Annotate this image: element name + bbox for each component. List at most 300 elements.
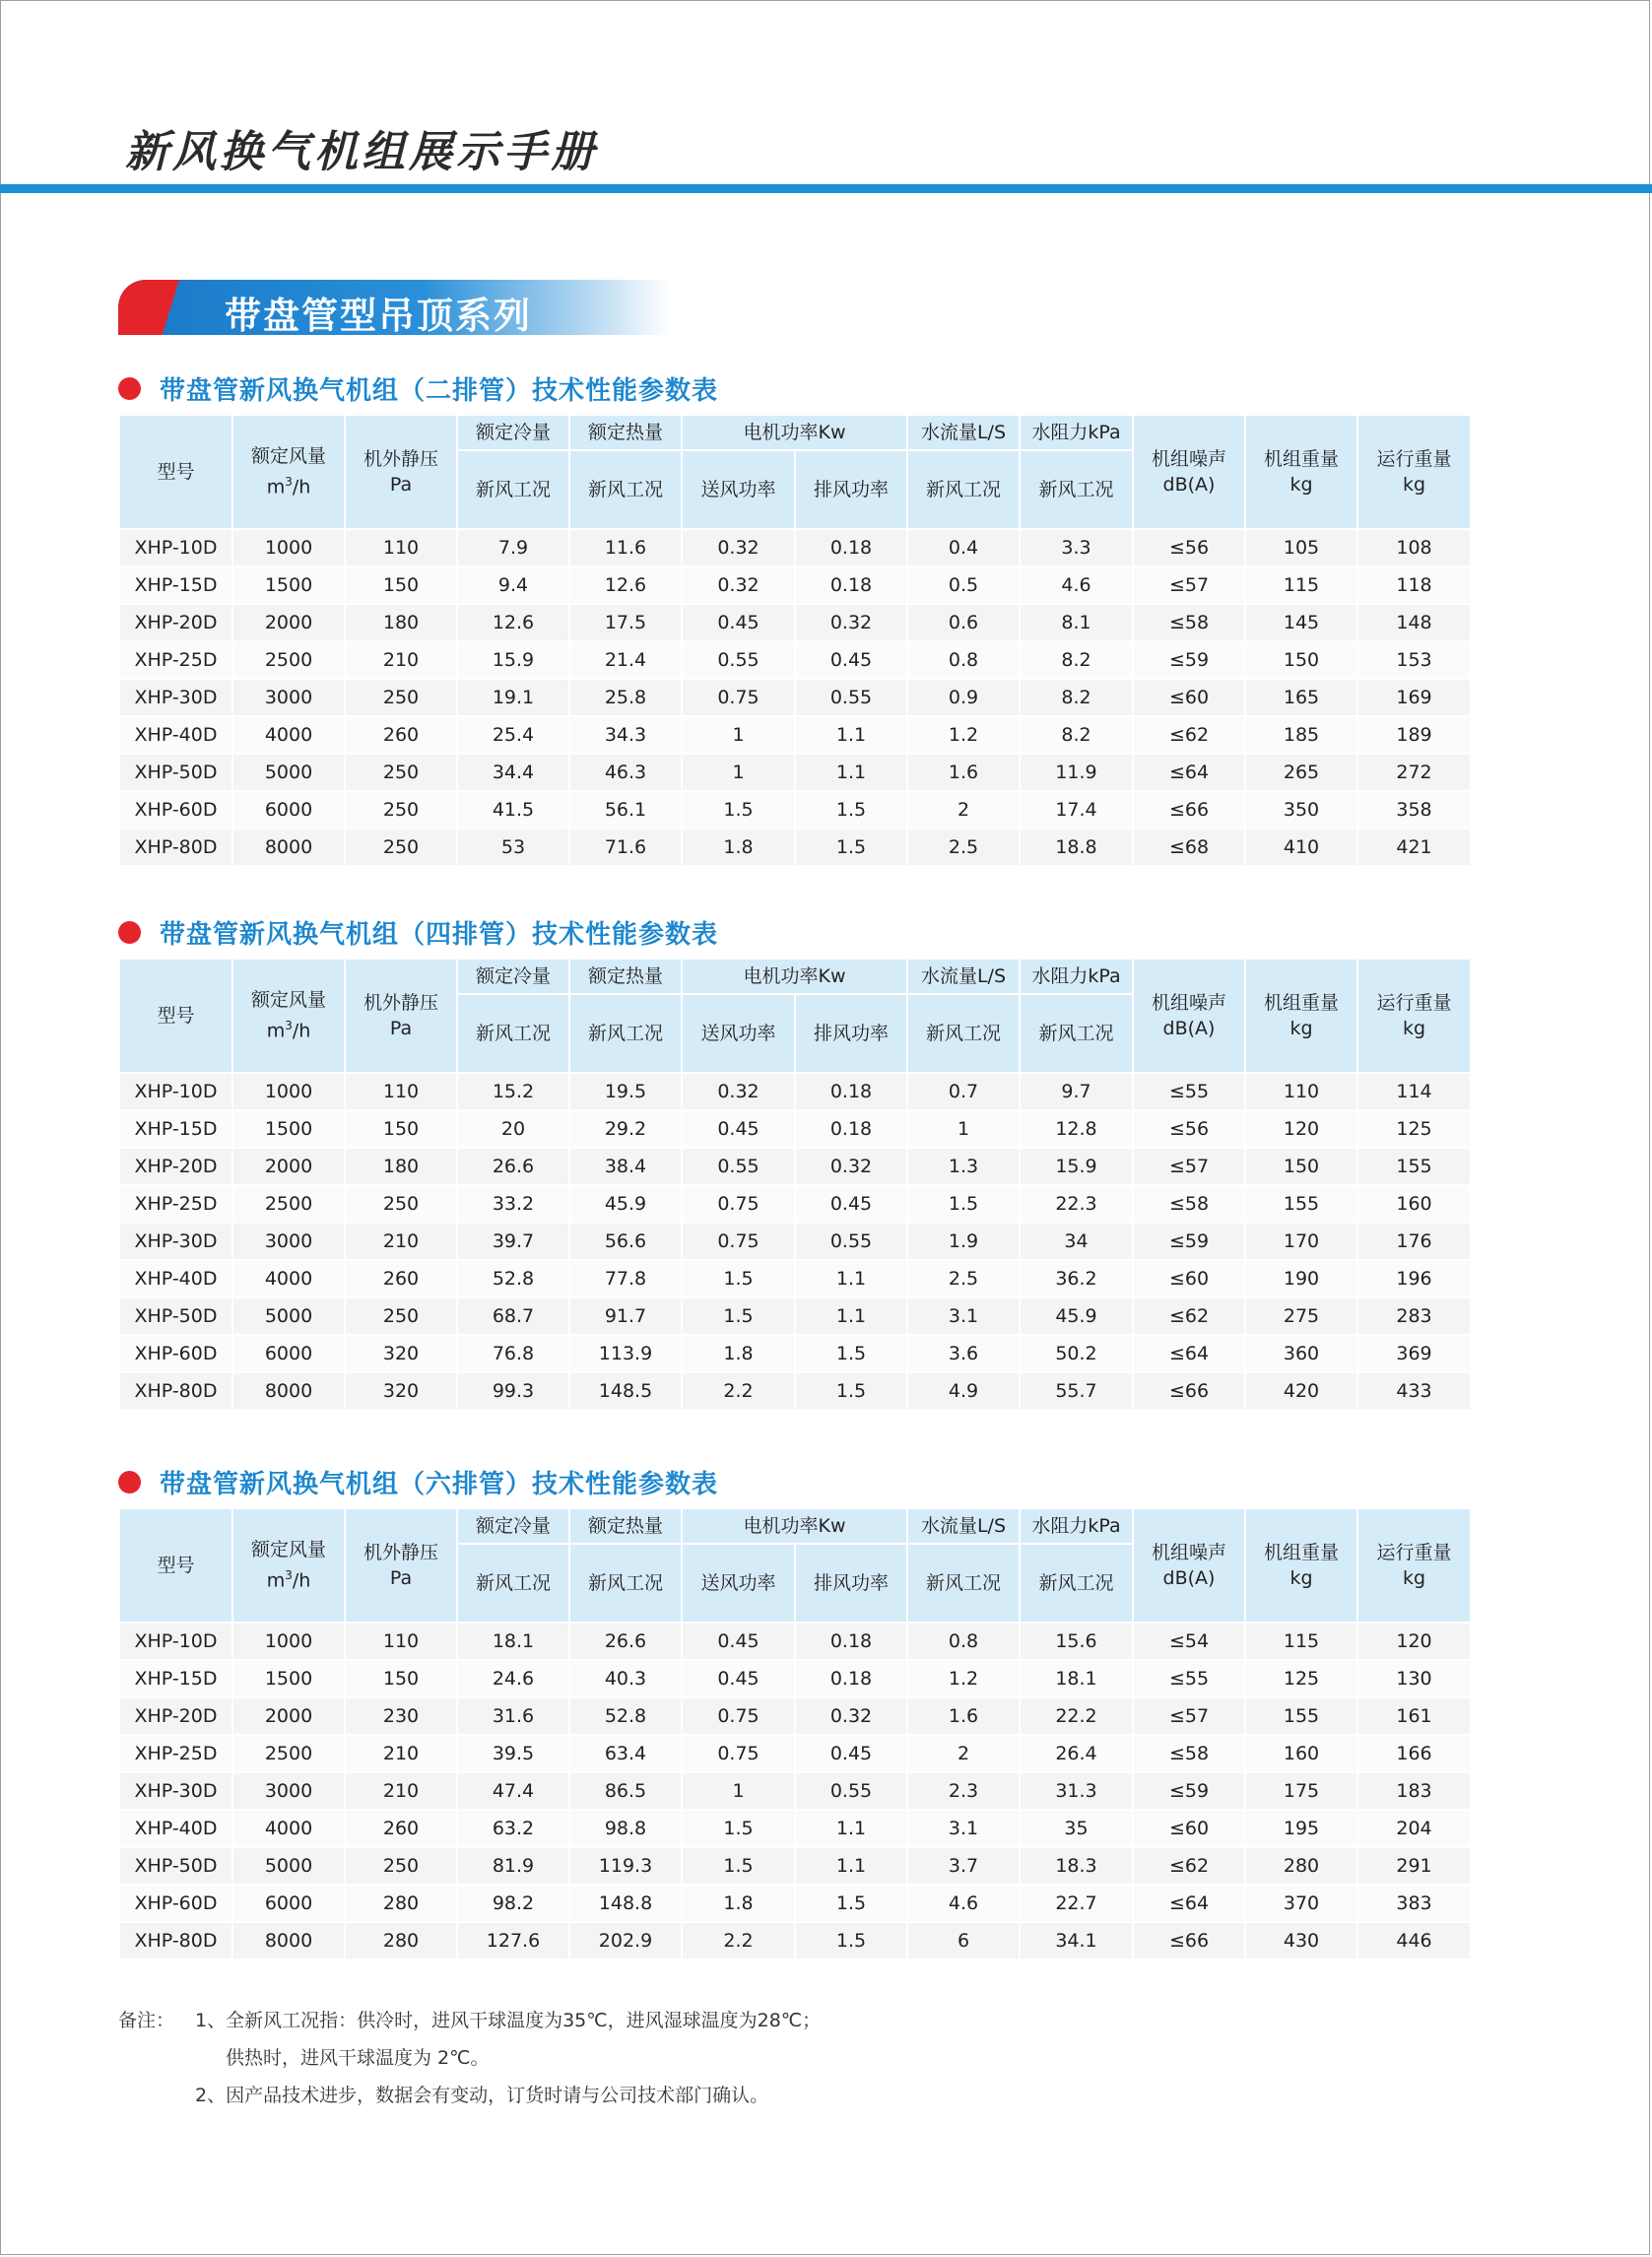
table-cell: 12.6: [569, 566, 682, 604]
header-static-pressure: 机外静压 Pa: [345, 415, 457, 529]
table-cell: 6000: [232, 1885, 345, 1922]
table-cell: 180: [345, 1148, 457, 1185]
table-row: [119, 604, 1471, 641]
table-cell: 105: [1245, 529, 1357, 566]
note-line: 1、全新风工况指：供冷时，进风干球温度为35℃，进风湿球温度为28℃；: [195, 2010, 822, 2031]
table-cell: XHP-30D: [119, 1772, 232, 1810]
table-cell: 1500: [232, 1110, 345, 1148]
table-cell: 63.4: [569, 1735, 682, 1772]
table-cell: 280: [345, 1922, 457, 1959]
table-cell: 115: [1245, 566, 1357, 604]
table-cell: 8.2: [1020, 641, 1133, 679]
table-cell: XHP-80D: [119, 1922, 232, 1959]
table-cell: 150: [345, 1660, 457, 1697]
section-title: 带盘管新风换气机组（六排管）技术性能参数表: [160, 1469, 719, 1499]
table-cell: 0.55: [682, 641, 795, 679]
section-title: 带盘管新风换气机组（二排管）技术性能参数表: [160, 375, 719, 406]
table-cell: 250: [345, 791, 457, 829]
header-noise: 机组噪声 dB(A): [1133, 959, 1245, 1073]
table-row: [119, 1623, 1471, 1660]
table-cell: 0.9: [907, 679, 1020, 716]
table-cell: 202.9: [569, 1922, 682, 1959]
header-unit-weight: 机组重量 kg: [1245, 415, 1357, 529]
table-cell: 1000: [232, 529, 345, 566]
table-cell: 150: [1245, 641, 1357, 679]
table-cell: 19.1: [457, 679, 569, 716]
spec-table-body: [119, 1073, 1471, 1410]
table-cell: ≤58: [1133, 1185, 1245, 1223]
table-cell: XHP-40D: [119, 1810, 232, 1847]
table-cell: ≤58: [1133, 1735, 1245, 1772]
table-cell: 0.32: [682, 566, 795, 604]
table-cell: 1.5: [682, 1297, 795, 1335]
table-cell: 166: [1357, 1735, 1471, 1772]
table-cell: XHP-10D: [119, 1623, 232, 1660]
table-cell: 1.2: [907, 1660, 1020, 1697]
table-cell: 175: [1245, 1772, 1357, 1810]
table-cell: 250: [345, 1847, 457, 1885]
table-cell: 4.9: [907, 1372, 1020, 1410]
table-cell: 3.3: [1020, 529, 1133, 566]
table-cell: 5000: [232, 754, 345, 791]
spec-table: [118, 1507, 1472, 1960]
table-cell: 0.18: [795, 1073, 907, 1110]
section-heading: [118, 368, 1467, 408]
table-cell: 1.1: [795, 1847, 907, 1885]
header-airflow: 额定风量 $m^3/h$: [232, 959, 345, 1073]
subheader-fresh-air: 新风工况: [1020, 1544, 1133, 1623]
table-row: [119, 1660, 1471, 1697]
table-cell: XHP-30D: [119, 1223, 232, 1260]
table-cell: 77.8: [569, 1260, 682, 1297]
subheader-fresh-air: 新风工况: [569, 1544, 682, 1623]
table-row: [119, 829, 1471, 866]
table-cell: 0.55: [795, 1772, 907, 1810]
table-cell: ≤56: [1133, 529, 1245, 566]
table-row: [119, 1297, 1471, 1335]
table-cell: 1.5: [795, 1922, 907, 1959]
table-cell: 383: [1357, 1885, 1471, 1922]
table-cell: ≤66: [1133, 791, 1245, 829]
table-cell: 0.45: [795, 641, 907, 679]
table-cell: 250: [345, 1185, 457, 1223]
table-cell: 2500: [232, 641, 345, 679]
table-cell: 2500: [232, 1185, 345, 1223]
table-row: [119, 641, 1471, 679]
table-row: [119, 1148, 1471, 1185]
table-cell: ≤59: [1133, 641, 1245, 679]
table-cell: 190: [1245, 1260, 1357, 1297]
spec-section-four-row: [118, 912, 1467, 1411]
table-cell: 1: [682, 1772, 795, 1810]
table-cell: 98.8: [569, 1810, 682, 1847]
header-airflow: 额定风量 $m^3/h$: [232, 415, 345, 529]
table-cell: 320: [345, 1372, 457, 1410]
table-cell: 189: [1357, 716, 1471, 754]
table-cell: 148.5: [569, 1372, 682, 1410]
header-model: 型号: [119, 1508, 232, 1623]
table-cell: XHP-30D: [119, 679, 232, 716]
table-cell: 4000: [232, 716, 345, 754]
table-cell: XHP-50D: [119, 1847, 232, 1885]
table-cell: 0.8: [907, 1623, 1020, 1660]
table-cell: 8.2: [1020, 716, 1133, 754]
table-cell: 230: [345, 1697, 457, 1735]
table-cell: 0.75: [682, 1697, 795, 1735]
table-cell: ≤62: [1133, 1297, 1245, 1335]
table-cell: 8000: [232, 829, 345, 866]
subheader-fresh-air: 新风工况: [907, 1544, 1020, 1623]
table-cell: 8000: [232, 1922, 345, 1959]
header-unit-weight: 机组重量 kg: [1245, 959, 1357, 1073]
table-cell: 1: [682, 754, 795, 791]
table-cell: 1000: [232, 1623, 345, 1660]
table-cell: 110: [345, 1623, 457, 1660]
table-cell: ≤64: [1133, 1335, 1245, 1372]
table-cell: 39.7: [457, 1223, 569, 1260]
table-cell: 110: [1245, 1073, 1357, 1110]
table-cell: 38.4: [569, 1148, 682, 1185]
table-cell: 0.45: [682, 1660, 795, 1697]
table-cell: 446: [1357, 1922, 1471, 1959]
table-cell: 369: [1357, 1335, 1471, 1372]
table-cell: 130: [1357, 1660, 1471, 1697]
table-cell: 5000: [232, 1297, 345, 1335]
table-cell: 120: [1357, 1623, 1471, 1660]
table-cell: 8.1: [1020, 604, 1133, 641]
table-cell: XHP-15D: [119, 566, 232, 604]
table-cell: 183: [1357, 1772, 1471, 1810]
table-cell: 41.5: [457, 791, 569, 829]
table-cell: 98.2: [457, 1885, 569, 1922]
table-cell: 2500: [232, 1735, 345, 1772]
table-cell: 0.18: [795, 566, 907, 604]
table-cell: 114: [1357, 1073, 1471, 1110]
header-static-pressure: 机外静压 Pa: [345, 1508, 457, 1623]
table-cell: XHP-10D: [119, 529, 232, 566]
table-cell: 47.4: [457, 1772, 569, 1810]
table-cell: 0.45: [795, 1185, 907, 1223]
table-cell: 11.9: [1020, 754, 1133, 791]
header-cooling: 额定冷量: [457, 415, 569, 450]
document-title: 新风换气机组展示手册: [125, 127, 598, 177]
table-cell: 1500: [232, 566, 345, 604]
subheader-fresh-air: 新风工况: [457, 994, 569, 1073]
table-cell: XHP-20D: [119, 1148, 232, 1185]
table-cell: 2.2: [682, 1372, 795, 1410]
table-cell: ≤60: [1133, 679, 1245, 716]
header-unit-weight: 机组重量 kg: [1245, 1508, 1357, 1623]
table-cell: 160: [1245, 1735, 1357, 1772]
table-cell: 17.5: [569, 604, 682, 641]
table-row: [119, 1372, 1471, 1410]
table-row: [119, 1260, 1471, 1297]
table-cell: 18.8: [1020, 829, 1133, 866]
table-cell: 81.9: [457, 1847, 569, 1885]
table-cell: 265: [1245, 754, 1357, 791]
table-cell: XHP-60D: [119, 1335, 232, 1372]
table-row: [119, 1735, 1471, 1772]
table-cell: 0.55: [795, 679, 907, 716]
banner-red-accent: [118, 280, 179, 335]
table-cell: ≤66: [1133, 1922, 1245, 1959]
table-cell: 169: [1357, 679, 1471, 716]
table-cell: 420: [1245, 1372, 1357, 1410]
header-motor-power: 电机功率Kw: [682, 415, 907, 450]
table-cell: XHP-60D: [119, 791, 232, 829]
table-cell: 1.5: [682, 1810, 795, 1847]
table-cell: 0.32: [795, 1697, 907, 1735]
table-cell: 25.4: [457, 716, 569, 754]
header-water-flow: 水流量L/S: [907, 1508, 1020, 1544]
table-cell: 176: [1357, 1223, 1471, 1260]
table-cell: 1.1: [795, 1810, 907, 1847]
table-cell: 153: [1357, 641, 1471, 679]
table-cell: ≤60: [1133, 1810, 1245, 1847]
table-cell: 195: [1245, 1810, 1357, 1847]
table-cell: 76.8: [457, 1335, 569, 1372]
header-water-resistance: 水阻力kPa: [1020, 1508, 1133, 1544]
table-cell: XHP-20D: [119, 1697, 232, 1735]
table-cell: 3.6: [907, 1335, 1020, 1372]
table-cell: 2.3: [907, 1772, 1020, 1810]
table-cell: 145: [1245, 604, 1357, 641]
table-cell: 1.5: [795, 1885, 907, 1922]
table-cell: 1.8: [682, 829, 795, 866]
table-cell: 4000: [232, 1260, 345, 1297]
table-cell: 1.5: [682, 1847, 795, 1885]
table-cell: XHP-15D: [119, 1110, 232, 1148]
header-cooling: 额定冷量: [457, 1508, 569, 1544]
table-cell: XHP-80D: [119, 829, 232, 866]
table-cell: 3000: [232, 1772, 345, 1810]
table-cell: 0.45: [682, 1623, 795, 1660]
spec-table: [118, 958, 1472, 1411]
table-cell: 34.4: [457, 754, 569, 791]
table-cell: 250: [345, 754, 457, 791]
table-cell: ≤66: [1133, 1372, 1245, 1410]
table-cell: XHP-25D: [119, 1185, 232, 1223]
subheader-supply-power: 送风功率: [682, 1544, 795, 1623]
table-cell: 1000: [232, 1073, 345, 1110]
table-cell: 127.6: [457, 1922, 569, 1959]
table-cell: 0.75: [682, 1735, 795, 1772]
table-cell: 1500: [232, 1660, 345, 1697]
subheader-fresh-air: 新风工况: [1020, 450, 1133, 529]
table-row: [119, 1697, 1471, 1735]
table-cell: ≤59: [1133, 1772, 1245, 1810]
table-cell: 1.6: [907, 1697, 1020, 1735]
table-cell: 9.7: [1020, 1073, 1133, 1110]
header-model: 型号: [119, 415, 232, 529]
table-cell: 1.1: [795, 1297, 907, 1335]
table-cell: ≤55: [1133, 1073, 1245, 1110]
table-cell: 15.9: [1020, 1148, 1133, 1185]
table-cell: 350: [1245, 791, 1357, 829]
table-cell: 7.9: [457, 529, 569, 566]
table-cell: 15.2: [457, 1073, 569, 1110]
table-cell: 4.6: [1020, 566, 1133, 604]
header-water-flow: 水流量L/S: [907, 415, 1020, 450]
table-cell: 113.9: [569, 1335, 682, 1372]
table-cell: 210: [345, 1735, 457, 1772]
header-noise: 机组噪声 dB(A): [1133, 415, 1245, 529]
table-cell: 155: [1245, 1697, 1357, 1735]
table-cell: 1.5: [795, 1372, 907, 1410]
subheader-exhaust-power: 排风功率: [795, 1544, 907, 1623]
table-cell: 56.6: [569, 1223, 682, 1260]
table-cell: XHP-20D: [119, 604, 232, 641]
subheader-supply-power: 送风功率: [682, 994, 795, 1073]
header-operating-weight: 运行重量 kg: [1357, 1508, 1471, 1623]
table-cell: XHP-40D: [119, 1260, 232, 1297]
table-cell: ≤68: [1133, 829, 1245, 866]
table-cell: 2.2: [682, 1922, 795, 1959]
subheader-exhaust-power: 排风功率: [795, 994, 907, 1073]
table-cell: ≤57: [1133, 1148, 1245, 1185]
table-cell: 34.3: [569, 716, 682, 754]
table-cell: 1.6: [907, 754, 1020, 791]
table-cell: 155: [1245, 1185, 1357, 1223]
table-cell: 22.2: [1020, 1697, 1133, 1735]
table-cell: 260: [345, 1810, 457, 1847]
table-cell: XHP-25D: [119, 641, 232, 679]
header-motor-power: 电机功率Kw: [682, 1508, 907, 1544]
table-cell: 291: [1357, 1847, 1471, 1885]
table-cell: XHP-25D: [119, 1735, 232, 1772]
table-cell: 25.8: [569, 679, 682, 716]
subheader-fresh-air: 新风工况: [907, 994, 1020, 1073]
header-cooling: 额定冷量: [457, 959, 569, 994]
table-cell: 0.5: [907, 566, 1020, 604]
table-cell: 34: [1020, 1223, 1133, 1260]
table-cell: 3000: [232, 1223, 345, 1260]
table-cell: ≤56: [1133, 1110, 1245, 1148]
table-cell: 0.75: [682, 1223, 795, 1260]
table-row: [119, 1847, 1471, 1885]
table-cell: 185: [1245, 716, 1357, 754]
table-cell: 36.2: [1020, 1260, 1133, 1297]
table-cell: 63.2: [457, 1810, 569, 1847]
table-cell: 0.32: [682, 529, 795, 566]
header-model: 型号: [119, 959, 232, 1073]
subheader-fresh-air: 新风工况: [569, 994, 682, 1073]
section-title: 带盘管新风换气机组（四排管）技术性能参数表: [160, 919, 719, 950]
section-heading: [118, 1462, 1467, 1501]
table-cell: 170: [1245, 1223, 1357, 1260]
table-cell: 119.3: [569, 1847, 682, 1885]
table-cell: 20: [457, 1110, 569, 1148]
subheader-fresh-air: 新风工况: [457, 450, 569, 529]
table-cell: 8.2: [1020, 679, 1133, 716]
table-cell: 410: [1245, 829, 1357, 866]
table-cell: 33.2: [457, 1185, 569, 1223]
table-cell: 370: [1245, 1885, 1357, 1922]
table-cell: 3.1: [907, 1810, 1020, 1847]
table-cell: 1.5: [682, 1260, 795, 1297]
table-cell: 250: [345, 829, 457, 866]
table-row: [119, 529, 1471, 566]
table-cell: 86.5: [569, 1772, 682, 1810]
header-water-flow: 水流量L/S: [907, 959, 1020, 994]
table-cell: 6000: [232, 791, 345, 829]
table-cell: 275: [1245, 1297, 1357, 1335]
table-cell: 0.18: [795, 1660, 907, 1697]
table-cell: 4000: [232, 1810, 345, 1847]
table-cell: 283: [1357, 1297, 1471, 1335]
table-cell: ≤58: [1133, 604, 1245, 641]
table-cell: 1.1: [795, 716, 907, 754]
table-cell: 35: [1020, 1810, 1133, 1847]
table-cell: 110: [345, 1073, 457, 1110]
table-cell: 210: [345, 1772, 457, 1810]
table-cell: XHP-50D: [119, 754, 232, 791]
table-cell: 2.5: [907, 829, 1020, 866]
table-cell: 3.1: [907, 1297, 1020, 1335]
table-cell: 0.32: [795, 1148, 907, 1185]
table-cell: 358: [1357, 791, 1471, 829]
table-cell: 0.32: [795, 604, 907, 641]
table-cell: 40.3: [569, 1660, 682, 1697]
table-cell: XHP-50D: [119, 1297, 232, 1335]
spec-section-six-row: [118, 1462, 1467, 1960]
table-cell: XHP-80D: [119, 1372, 232, 1410]
table-cell: XHP-60D: [119, 1885, 232, 1922]
table-cell: 421: [1357, 829, 1471, 866]
table-cell: 29.2: [569, 1110, 682, 1148]
table-cell: 26.6: [457, 1148, 569, 1185]
table-cell: 53: [457, 829, 569, 866]
table-cell: 4.6: [907, 1885, 1020, 1922]
table-cell: ≤62: [1133, 716, 1245, 754]
subheader-fresh-air: 新风工况: [1020, 994, 1133, 1073]
table-row: [119, 1772, 1471, 1810]
table-cell: 11.6: [569, 529, 682, 566]
table-cell: 2.5: [907, 1260, 1020, 1297]
table-cell: 320: [345, 1335, 457, 1372]
table-cell: 118: [1357, 566, 1471, 604]
table-cell: 1.3: [907, 1148, 1020, 1185]
header-airflow: 额定风量 $m^3/h$: [232, 1508, 345, 1623]
table-cell: 45.9: [569, 1185, 682, 1223]
note-line: 2、因产品技术进步，数据会有变动，订货时请与公司技术部门确认。: [195, 2085, 769, 2106]
table-cell: 2: [907, 791, 1020, 829]
table-cell: 9.4: [457, 566, 569, 604]
table-cell: 250: [345, 1297, 457, 1335]
table-cell: 1.5: [795, 829, 907, 866]
spec-table-body: [119, 529, 1471, 866]
table-cell: 12.6: [457, 604, 569, 641]
table-cell: 196: [1357, 1260, 1471, 1297]
table-cell: 19.5: [569, 1073, 682, 1110]
table-cell: 46.3: [569, 754, 682, 791]
table-cell: 22.3: [1020, 1185, 1133, 1223]
table-cell: 0.45: [682, 1110, 795, 1148]
notes-label: 备注：: [118, 2010, 175, 2031]
table-row: [119, 1810, 1471, 1847]
table-cell: 18.1: [1020, 1660, 1133, 1697]
table-cell: 260: [345, 716, 457, 754]
subheader-fresh-air: 新风工况: [569, 450, 682, 529]
table-cell: 26.6: [569, 1623, 682, 1660]
table-cell: 91.7: [569, 1297, 682, 1335]
table-cell: 280: [345, 1885, 457, 1922]
bullet-dot-icon: [118, 377, 141, 400]
table-cell: 99.3: [457, 1372, 569, 1410]
table-row: [119, 1073, 1471, 1110]
table-cell: 1.5: [682, 791, 795, 829]
series-banner-title: 带盘管型吊顶系列: [225, 294, 532, 335]
